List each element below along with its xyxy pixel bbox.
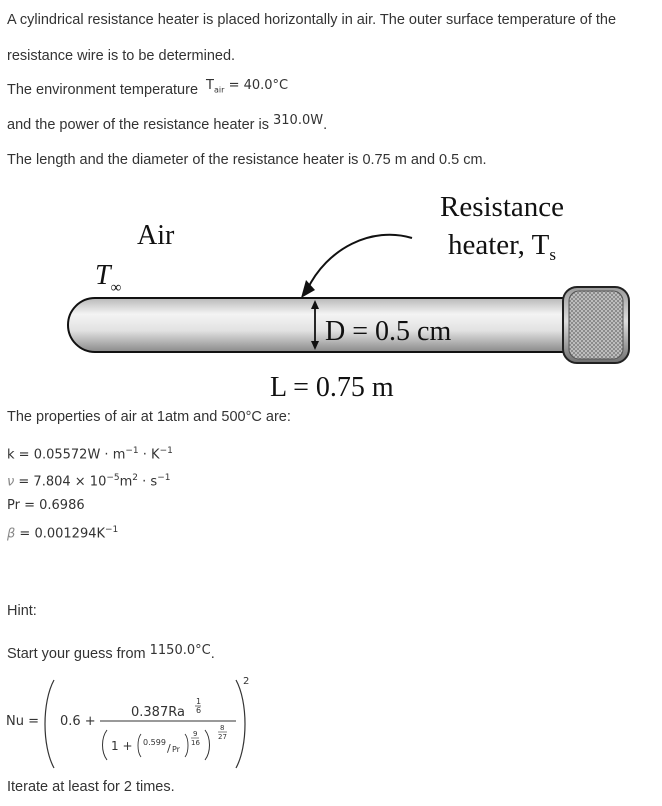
formula-numerator: 0.387Ra: [131, 705, 185, 720]
property-k: [7, 446, 173, 462]
env-subscript: air: [214, 85, 225, 95]
power-text: and the power of the resistance heater is: [7, 117, 269, 133]
diameter-label: D = 0.5 cm: [325, 316, 452, 347]
pointer-arrowhead: [301, 280, 315, 298]
beta-equation: = 0.001294K: [15, 526, 106, 542]
heater-label-text: heater, T: [448, 229, 550, 261]
nusselt-formula: [4, 672, 264, 774]
k-exp-2: −1: [159, 446, 173, 456]
length-label: L = 0.75 m: [270, 372, 394, 400]
problem-line-1: A cylindrical resistance heater is placed horizontally in air. The outer surface temperature of the: [7, 12, 617, 28]
outer-exp-top: 8: [220, 724, 225, 732]
beta-exp: −1: [105, 525, 119, 535]
property-pr: [7, 498, 85, 513]
outer-paren-right: [236, 680, 245, 768]
k-unit-mid: · K: [138, 447, 160, 463]
nu-exp-3: −1: [157, 473, 171, 483]
inner-denominator: Pr: [172, 745, 180, 754]
inner-slash: /: [167, 742, 171, 755]
formula-square: 2: [243, 676, 250, 687]
outer-exp-bot: 27: [218, 733, 227, 741]
hint-title: Hint:: [7, 603, 37, 619]
pointer-arrow: [307, 235, 412, 290]
environment-value: [206, 78, 288, 93]
inner-exp-top: 9: [193, 730, 198, 738]
environment-temperature-line: [7, 78, 289, 100]
resistance-label: Resistance: [440, 191, 565, 223]
property-beta: [7, 525, 118, 541]
t-infinity-label: [95, 260, 121, 296]
outer-paren-left: [45, 680, 54, 768]
problem-line-2: resistance wire is to be determined.: [7, 48, 236, 64]
heater-figure: [7, 178, 662, 400]
dimensions-line: The length and the diameter of the resistance heater is 0.75 m and 0.5 cm.: [7, 152, 487, 168]
nu-unit-m: m: [119, 474, 133, 490]
guess-value: 1150.0°C: [149, 643, 211, 658]
nu-exp-2: 2: [132, 473, 139, 483]
inner-exp-bot: 16: [191, 739, 200, 747]
formula-one-plus: 1 +: [111, 739, 133, 753]
power-period: .: [323, 117, 328, 133]
inner-paren-left: [138, 734, 141, 757]
nu-unit-s: · s: [138, 474, 158, 490]
property-nu: [7, 473, 170, 489]
beta-symbol: β: [7, 526, 16, 542]
nu-exp-1: −5: [106, 473, 120, 483]
t-infinity-symbol: T: [95, 260, 111, 291]
k-symbol: k: [7, 447, 15, 463]
num-exp-bot: 6: [196, 706, 202, 715]
guess-text: Start your guess from: [7, 646, 146, 662]
k-equation: = 0.05572W · m: [14, 447, 126, 463]
den-paren-right: [205, 730, 210, 760]
env-symbol: T: [206, 78, 214, 93]
heater-cap-knurl: [569, 291, 623, 359]
heater-label: [448, 229, 556, 264]
formula-lhs: Nu =: [6, 714, 39, 729]
guess-line: [7, 643, 215, 662]
formula-term1: 0.6 +: [60, 714, 96, 729]
num-exp-top: 1: [196, 697, 202, 706]
properties-intro: The properties of air at 1atm and 500°C are:: [7, 409, 291, 425]
inner-paren-right: [185, 734, 188, 757]
power-line: [7, 113, 328, 133]
environment-text: The environment temperature: [7, 82, 199, 98]
pr-equation: = 0.6986: [19, 498, 85, 513]
heater-label-sub: s: [549, 245, 556, 264]
t-infinity-sub: ∞: [110, 280, 122, 296]
air-label: Air: [137, 220, 175, 251]
iterate-line: Iterate at least for 2 times.: [7, 779, 175, 795]
nu-equation: = 7.804 × 10: [14, 474, 107, 490]
k-exp-1: −1: [125, 446, 139, 456]
power-value: 310.0W: [273, 113, 324, 128]
env-number: = 40.0°C: [228, 78, 289, 93]
den-paren-left: [103, 730, 108, 760]
guess-period: .: [210, 646, 215, 662]
nu-symbol: ν: [7, 474, 15, 490]
pr-symbol: Pr: [7, 498, 20, 513]
inner-numerator: 0.599: [143, 738, 166, 747]
